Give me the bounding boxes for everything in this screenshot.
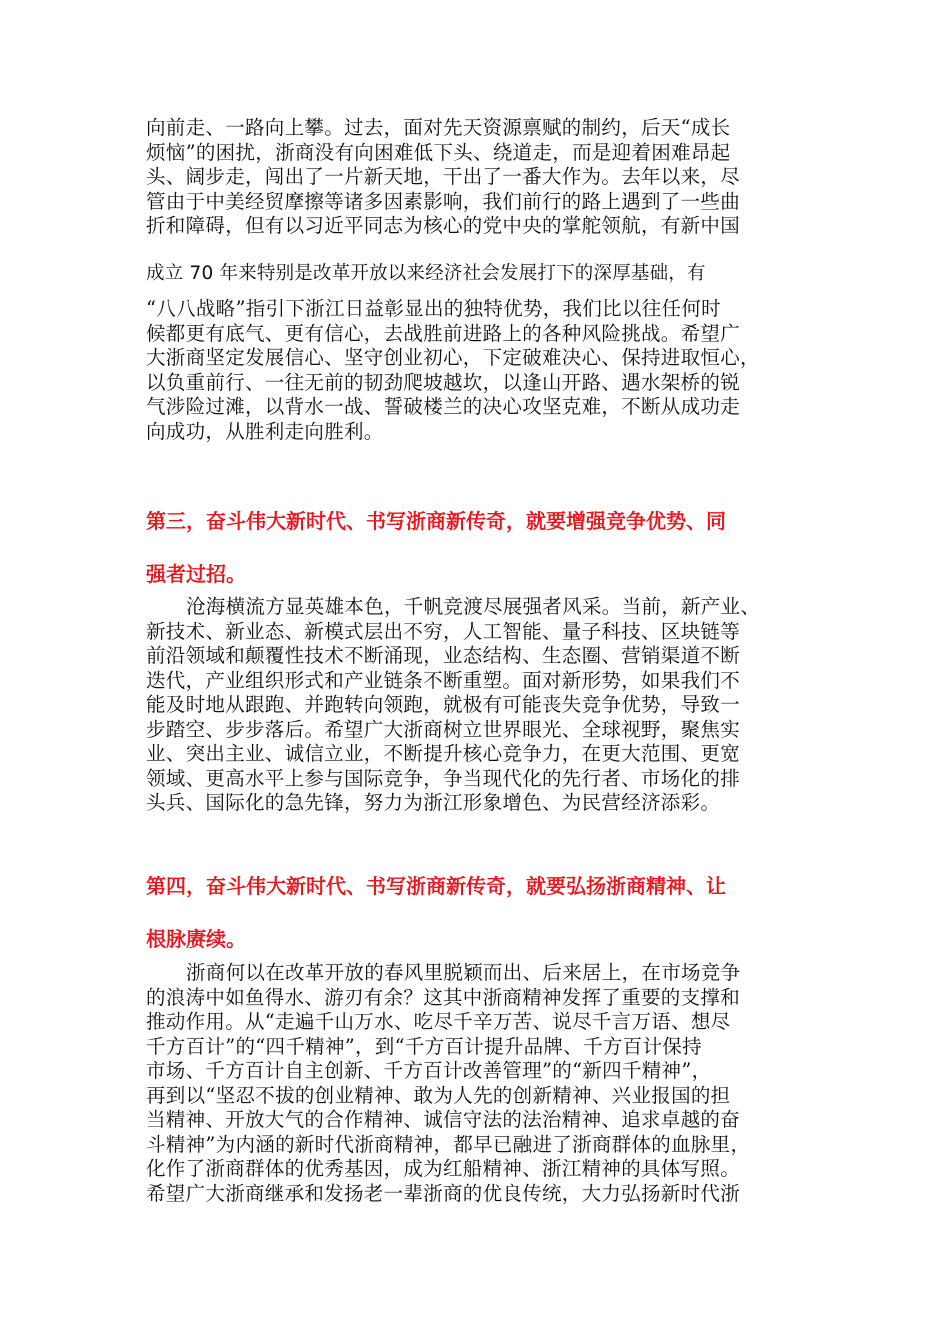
text-line: 向成功，从胜利走向胜利。	[146, 419, 384, 443]
text-line: 烦恼”的困扰，浙商没有向困难低下头、绕道走，而是迎着困难昂起	[146, 140, 731, 164]
text-line: 领域、更高水平上参与国际竞争，争当现代化的先行者、市场化的排	[146, 766, 741, 790]
text-line: 候都更有底气、更有信心，去战胜前进路上的各种风险挑战。希望广	[146, 321, 741, 345]
text-line: 沧海横流方显英雄本色，千帆竞渡尽展强者风采。当前，新产业、	[186, 595, 761, 618]
text-line: 业、突出主业、诚信立业，不断提升核心竞争力，在更大范围、更宽	[146, 742, 741, 765]
text-line: 头、阔步走，闯出了一片新天地，干出了一番大作为。去年以来，尽	[146, 165, 741, 188]
text-line: 步踏空、步步落后。希望广大浙商树立世界眼光、全球视野，聚焦实	[146, 717, 741, 741]
text-line: 希望广大浙商继承和发扬老一辈浙商的优良传统，大力弘扬新时代浙	[146, 1181, 741, 1205]
heading-line: 第三，奋斗伟大新时代、书写浙商新传奇，就要增强竞争优势、同	[146, 509, 726, 533]
text-line: 大浙商坚定发展信心、坚守创业初心，下定破难决心、保持进取恒心，	[146, 346, 760, 369]
text-line: 向前走、一路向上攀。过去，面对先天资源禀赋的制约，后天“成长	[146, 116, 731, 139]
section-heading-4	[146, 872, 806, 953]
text-line: 迭代，产业组织形式和产业链条不断重塑。面对新形势，如果我们不	[146, 668, 741, 692]
paragraph-3	[146, 595, 796, 816]
text-line: 当精神、开放大气的合作精神、诚信守法的法治精神、追求卓越的奋	[146, 1108, 741, 1131]
text-line: 浙商何以在改革开放的春风里脱颖而出、后来居上，在市场竞争	[186, 961, 741, 984]
text-line: 气涉险过滩，以背水一战、誓破楼兰的决心攻坚克难，不断从成功走	[146, 395, 741, 418]
text-line: 以负重前行、一往无前的韧劲爬坡越坎，以逢山开路、遇水架桥的锐	[146, 370, 741, 394]
text-line: 千方百计”的“四千精神”，到“千方百计提升品牌、千方百计保持	[146, 1034, 702, 1058]
text-line: 能及时地从跟跑、并跑转向领跑，就极有可能丧失竞争优势，导致一	[146, 693, 741, 716]
heading-line: 第四，奋斗伟大新时代、书写浙商新传奇，就要弘扬浙商精神、让	[146, 874, 726, 898]
text-line: 化作了浙商群体的优秀基因，成为红船精神、浙江精神的具体写照。	[146, 1157, 741, 1180]
text-line: 头兵、国际化的急先锋，努力为浙江形象增色、为民营经济添彩。	[146, 791, 721, 814]
text-line: 管由于中美经贸摩擦等诸多因素影响，我们前行的路上遇到了一些曲	[146, 189, 741, 213]
paragraph-1-continued	[146, 297, 796, 444]
paragraph-1-line-6	[146, 262, 796, 287]
text-line: 市场、千方百计自主创新、千方百计改善管理”的“新四千精神”，	[146, 1059, 712, 1082]
text-line: 前沿领域和颠覆性技术不断涌现，业态结构、生态圈、营销渠道不断	[146, 644, 741, 667]
text-line: 的浪涛中如鱼得水、游刃有余？这其中浙商精神发挥了重要的支撑和	[146, 985, 741, 1009]
section-heading-3	[146, 507, 806, 588]
text-line: 再到以“坚忍不拔的创业精神、敢为人先的创新精神、兴业报国的担	[146, 1083, 731, 1107]
text-line: 成立 70 年来特别是改革开放以来经济社会发展打下的深厚基础，有	[146, 263, 706, 284]
text-line: “八八战略”指引下浙江日益彰显出的独特优势，我们比以往任何时	[146, 297, 721, 320]
text-line: 推动作用。从“走遍千山万水、吃尽千辛万苦、说尽千言万语、想尽	[146, 1010, 731, 1033]
heading-line: 根脉赓续。	[146, 927, 246, 951]
heading-line: 强者过招。	[146, 562, 246, 586]
text-line: 折和障碍，但有以习近平同志为核心的党中央的掌舵领航，有新中国	[146, 214, 741, 237]
paragraph-1	[146, 116, 796, 239]
text-line: 斗精神”为内涵的新时代浙商精神，都早已融进了浙商群体的血脉里，	[146, 1132, 751, 1156]
text-line: 新技术、新业态、新模式层出不穷，人工智能、量子科技、区块链等	[146, 619, 741, 643]
paragraph-4	[146, 961, 796, 1206]
